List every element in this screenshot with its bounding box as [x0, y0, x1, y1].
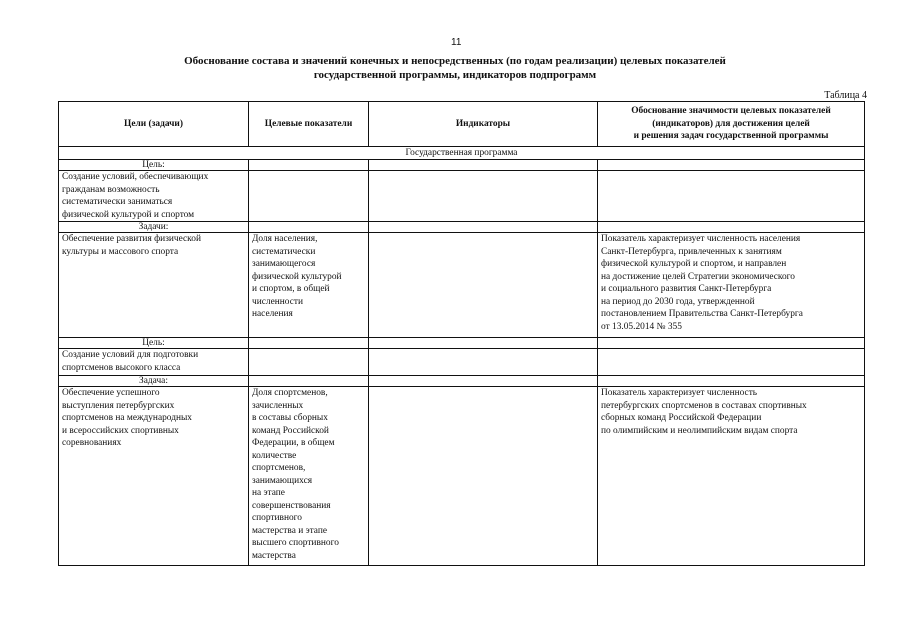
empty-cell — [249, 222, 369, 233]
empty-cell — [598, 160, 865, 171]
empty-cell — [369, 160, 598, 171]
empty-cell — [598, 376, 865, 387]
header-goals: Цели (задачи) — [59, 102, 249, 147]
empty-cell — [249, 171, 369, 222]
empty-cell — [598, 171, 865, 222]
goal-label: Цель: — [59, 160, 249, 171]
table-row — [59, 233, 865, 338]
header-justification: Обоснование значимости целевых показателей (индикаторов) для достижения целей и решения задач государственной программы — [598, 102, 865, 147]
indicators-table — [58, 101, 865, 566]
empty-cell — [249, 349, 369, 376]
table-row — [59, 160, 865, 171]
page-number: 11 — [451, 37, 462, 48]
empty-cell — [369, 376, 598, 387]
empty-cell — [598, 349, 865, 376]
empty-cell — [249, 338, 369, 349]
header-indicators: Индикаторы — [369, 102, 598, 147]
section-row — [59, 147, 865, 160]
goal-text: Создание условий для подготовки спортсменов высокого класса — [59, 349, 249, 376]
task-text: Обеспечение развития физической культуры и массового спорта — [59, 233, 249, 338]
table-header-row — [59, 102, 865, 147]
table-row — [59, 349, 865, 376]
goal-text: Создание условий, обеспечивающих гражданам возможность систематически заниматься физической культурой и спортом — [59, 171, 249, 222]
empty-cell — [369, 233, 598, 338]
empty-cell — [249, 376, 369, 387]
empty-cell — [369, 349, 598, 376]
table-row — [59, 387, 865, 566]
target-indicator-text: Доля населения, систематически занимающегося физической культурой и спортом, в общей численности населения — [249, 233, 369, 338]
section-title: Государственная программа — [59, 147, 865, 160]
justification-text: Показатель характеризует численность петербургских спортсменов в составах спортивных сборных команд Российской Федерации по олимпийским и неолимпийским видам спорта — [598, 387, 865, 566]
tasks-label: Задачи: — [59, 222, 249, 233]
table-row — [59, 376, 865, 387]
task-label: Задача: — [59, 376, 249, 387]
empty-cell — [369, 387, 598, 566]
empty-cell — [598, 338, 865, 349]
goal-label: Цель: — [59, 338, 249, 349]
empty-cell — [249, 160, 369, 171]
task-text: Обеспечение успешного выступления петербургских спортсменов на международных и всероссийских спортивных соревнованиях — [59, 387, 249, 566]
table-row — [59, 171, 865, 222]
empty-cell — [369, 222, 598, 233]
table-label: Таблица 4 — [824, 90, 867, 101]
header-target-indicators: Целевые показатели — [249, 102, 369, 147]
document-title: Обоснование состава и значений конечных и непосредственных (по годам реализации) целевых показателей государственной программы, индикаторов подпрограмм — [184, 55, 726, 81]
table-row — [59, 338, 865, 349]
empty-cell — [369, 171, 598, 222]
empty-cell — [369, 338, 598, 349]
target-indicator-text: Доля спортсменов, зачисленных в составы сборных команд Российской Федерации, в общем количестве спортсменов, занимающихся на этапе совершенствования спортивного мастерства и этапе высшего спортивного мастерства — [249, 387, 369, 566]
table-row — [59, 222, 865, 233]
justification-text: Показатель характеризует численность населения Санкт-Петербурга, привлеченных к занятиям физической культурой и спортом, и направлен на достижение целей Стратегии экономического и социального развития Санкт-Петербурга на период до 2030 года, утвержденной постановлением Правительства Санкт-Петербурга от 13.05.2014 № 355 — [598, 233, 865, 338]
empty-cell — [598, 222, 865, 233]
